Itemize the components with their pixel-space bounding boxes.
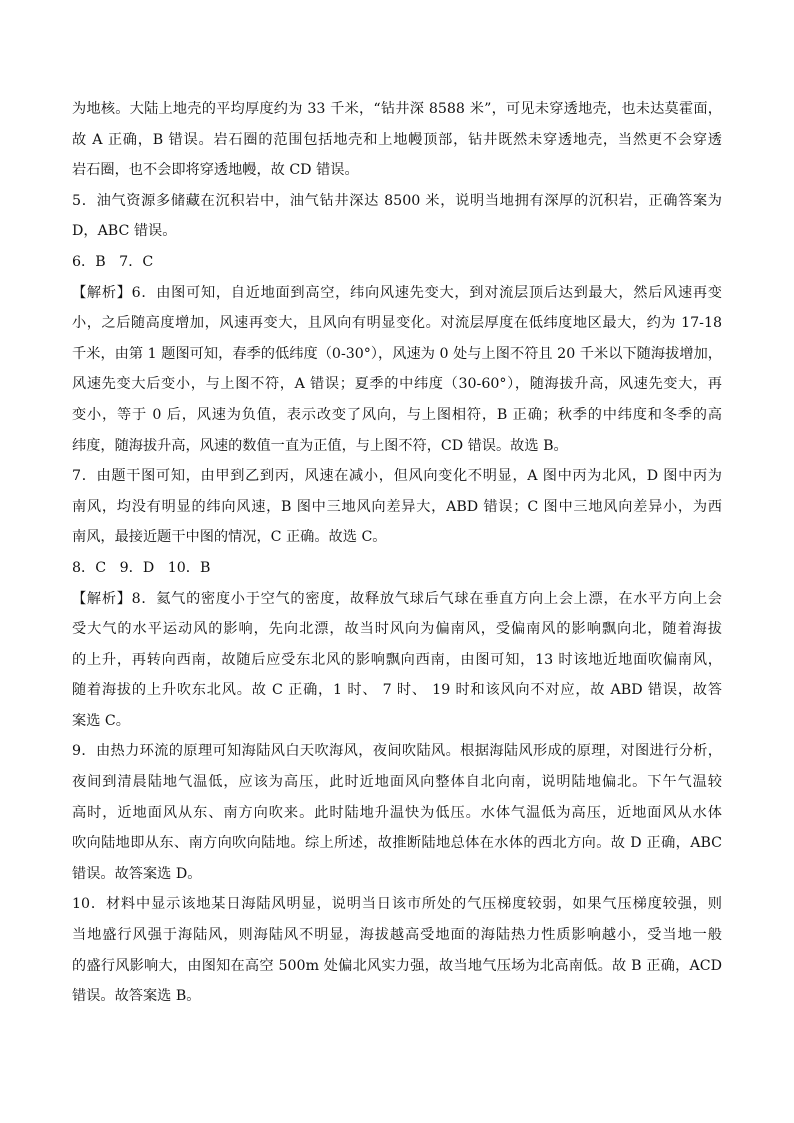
text-line: 小，之后随高度增加，风速再变大，且风向有明显变化。对流层厚度在低纬度地区最大，约为 17-18: [72, 315, 722, 332]
text-line: 随着海拔的上升吹东北风。故 C 正确，1 时、 7 时、 19 时和该风向不对应，故 ABD 错误，故答: [72, 682, 722, 699]
text-line: 10．材料中显示该地某日海陆风明显，说明当日该市所处的气压梯度较弱，如果气压梯度较强，则: [72, 896, 722, 913]
text-line: 岩石圈，也不会即将穿透地幔，故 CD 错误。: [72, 162, 359, 179]
text-line: 9．由热力环流的原理可知海陆风白天吹海风，夜间吹陆风。根据海陆风形成的原理，对图进行分析，: [72, 743, 722, 760]
analysis-line: 【解析】8．氦气的密度小于空气的密度，故释放气球后气球在垂直方向上会上漂，在水平方向上会: [72, 590, 722, 607]
text-line: 纬度，随海拔升高，风速的数值一直为正值，与上图不符，CD 错误。故选 B。: [72, 437, 568, 454]
text-line: 千米，由第 1 题图可知，春季的低纬度（0-30°），风速为 0 处与上图不符且 20 千米以下随海拔增加，: [72, 345, 722, 362]
document-body: [72, 94, 722, 1012]
text-line: 为地核。大陆上地壳的平均厚度约为 33 千米，“钻井深 8588 米”，可见未穿透地壳，也未达莫霍面，: [72, 101, 722, 117]
text-line: 5．油气资源多储藏在沉积岩中，油气钻井深达 8500 米，说明当地拥有深厚的沉积岩，正确答案为: [72, 192, 722, 209]
text-line: 变小，等于 0 后，风速为负值，表示改变了风向，与上图相符，B 正确；秋季的中纬度和冬季的高: [72, 406, 722, 423]
text-line: 故 A 正确，B 错误。岩石圈的范围包括地壳和上地幔顶部，钻井既然未穿透地壳，当然更不会穿透: [72, 131, 722, 148]
text-line: 受大气的水平运动风的影响，先向北漂，故当时风向为偏南风，受偏南风的影响飘向北，随着海拔: [72, 621, 722, 638]
text-line: 的上升，再转向西南，故随后应受东北风的影响飘向西南，由图可知，13 时该地近地面吹偏南风，: [72, 651, 722, 668]
text-line: 风速先变大后变小，与上图不符，A 错误；夏季的中纬度（30-60°），随海拔升高，风速先变大，再: [72, 376, 722, 393]
text-line: 夜间到清晨陆地气温低，应该为高压，此时近地面风向整体自北向南，说明陆地偏北。下午气温较: [72, 774, 722, 791]
text-line: 案选 C。: [72, 712, 130, 729]
analysis-line: 【解析】6．由图可知，自近地面到高空，纬向风速先变大，到对流层顶后达到最大，然后风速再变: [72, 284, 722, 301]
answer-line: 6．B 7．C: [72, 253, 154, 270]
text-line: 错误。故答案选 B。: [72, 988, 201, 1005]
text-line: 高时，近地面风从东、南方向吹来。此时陆地升温快为低压。水体气温低为高压，近地面风从水体: [72, 804, 722, 821]
text-line: 错误。故答案选 D。: [72, 865, 202, 882]
text-line: 南风，均没有明显的纬向风速，B 图中三地风向差异大，ABD 错误；C 图中三地风向差异小，为西: [72, 498, 722, 515]
text-line: 南风，最接近题干中图的情况，C 正确。故选 C。: [72, 529, 387, 546]
text-line: 当地盛行风强于海陆风，则海陆风不明显，海拔越高受地面的海陆热力性质影响越小，受当地一般: [72, 927, 722, 944]
text-line: 的盛行风影响大，由图知在高空 500m 处偏北风实力强，故当地气压场为北高南低。故 B 正确，ACD: [72, 957, 722, 974]
answer-line: 8．C 9．D 10．B: [72, 559, 211, 576]
text-line: 吹向陆地即从东、南方向吹向陆地。综上所述，故推断陆地总体在水体的西北方向。故 D 正确，ABC: [72, 835, 722, 852]
text-line: 7．由题干图可知，由甲到乙到丙，风速在减小，但风向变化不明显，A 图中丙为北风，D 图中丙为: [72, 468, 722, 485]
text-line: D，ABC 错误。: [72, 223, 177, 240]
